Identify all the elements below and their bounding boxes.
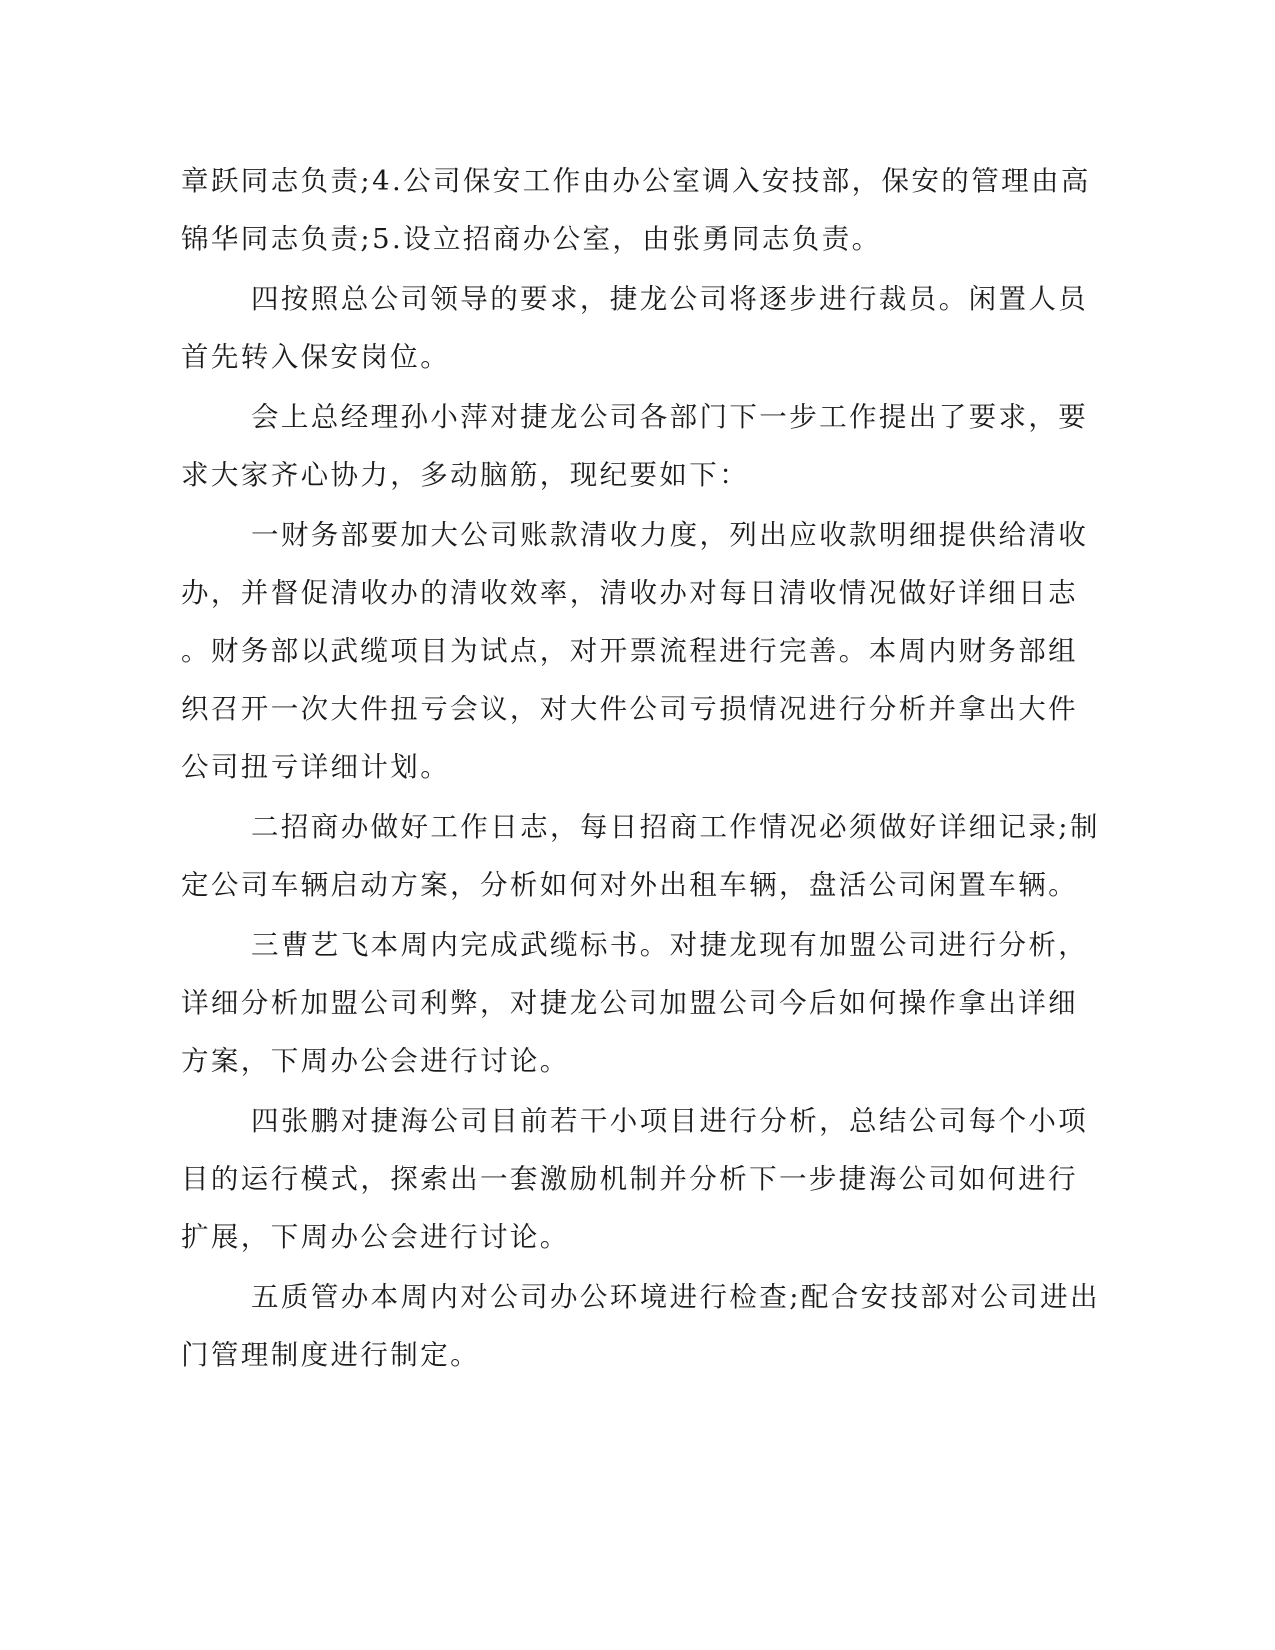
text-line: 目的运行模式，探索出一套激励机制并分析下一步捷海公司如何进行 [181,1163,1078,1195]
paragraph-first-line: 四按照总公司领导的要求，捷龙公司将逐步进行裁员。闲置人员 [251,283,1089,315]
text-line: 定公司车辆启动方案，分析如何对外出租车辆，盘活公司闲置车辆。 [181,869,1078,901]
text-line: 首先转入保安岗位。 [181,341,451,373]
paragraph-first-line: 五质管办本周内对公司办公环境进行检查;配合安技部对公司进出 [251,1281,1100,1313]
paragraph-first-line: 一财务部要加大公司账款清收力度，列出应收款明细提供给清收 [251,519,1089,551]
text-line: 门管理制度进行制定。 [181,1339,480,1371]
paragraph-first-line: 会上总经理孙小萍对捷龙公司各部门下一步工作提出了要求，要 [251,401,1089,433]
text-line: 织召开一次大件扭亏会议，对大件公司亏损情况进行分析并拿出大件 [181,693,1078,725]
text-line: 锦华同志负责;5.设立招商办公室，由张勇同志负责。 [181,223,882,255]
paragraph-first-line: 二招商办做好工作日志，每日招商工作情况必须做好详细记录;制 [251,811,1100,843]
paragraph-first-line: 四张鹏对捷海公司目前若干小项目进行分析，总结公司每个小项 [251,1105,1089,1137]
text-line: 方案，下周办公会进行讨论。 [181,1045,570,1077]
text-line: 求大家齐心协力，多动脑筋，现纪要如下： [181,459,750,491]
text-line: 详细分析加盟公司利弊，对捷龙公司加盟公司今后如何操作拿出详细 [181,987,1078,1019]
text-line: 章跃同志负责;4.公司保安工作由办公室调入安技部，保安的管理由高 [181,165,1091,197]
text-line: 。财务部以武缆项目为试点，对开票流程进行完善。本周内财务部组 [181,635,1078,667]
text-line: 公司扭亏详细计划。 [181,751,451,783]
text-line: 办，并督促清收办的清收效率，清收办对每日清收情况做好详细日志 [181,577,1078,609]
text-line: 扩展，下周办公会进行讨论。 [181,1221,570,1253]
paragraph-first-line: 三曹艺飞本周内完成武缆标书。对捷龙现有加盟公司进行分析， [251,929,1089,961]
